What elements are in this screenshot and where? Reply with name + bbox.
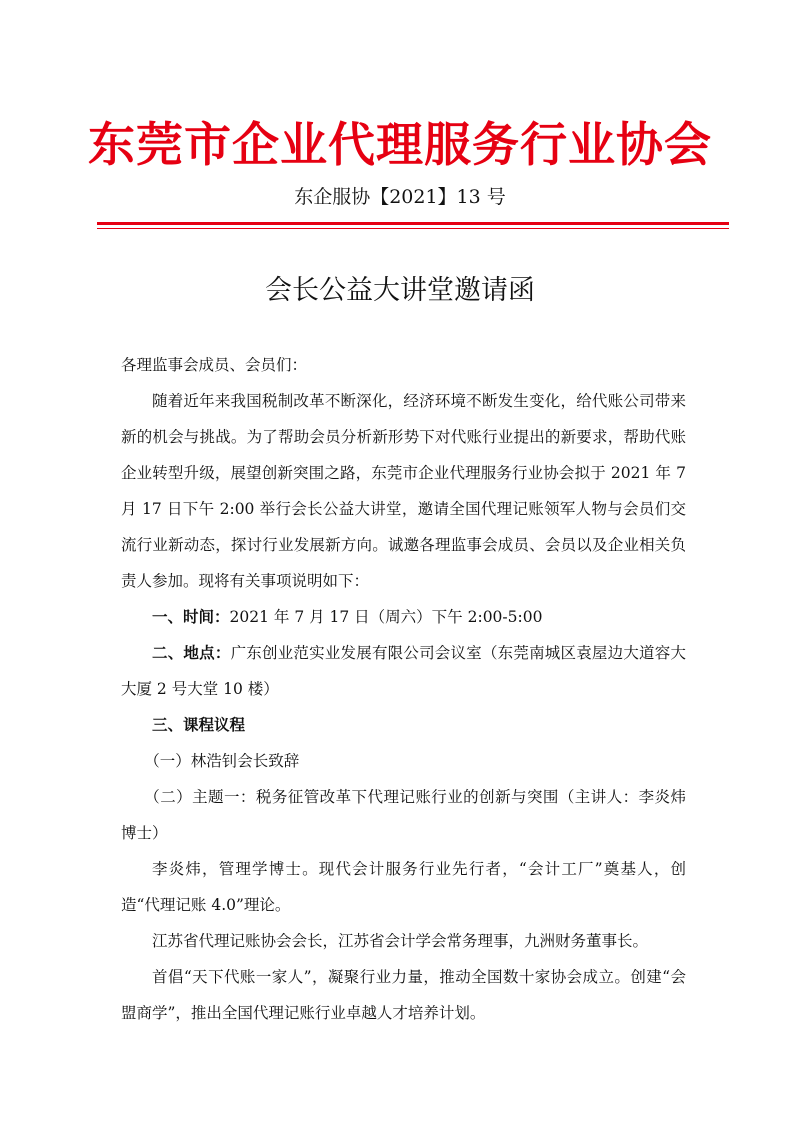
place-value: 广东创业范实业发展有限公司会议室（东莞南城区袁屋边大道容大大厦 2 号大堂 10 楼）: [121, 644, 686, 698]
speaker-bio-3: 首倡“天下代账一家人”，凝聚行业力量，推动全国数十家协会成立。创建“会盟商学”，推出全国代理记账行业卓越人才培养计划。: [121, 968, 686, 1022]
org-name-header: 东莞市企业代理服务行业协会: [88, 118, 712, 173]
document-body: [121, 347, 686, 1031]
agenda-item-1: （一）林浩钊会长致辞: [144, 752, 300, 770]
speaker-bio-2: 江苏省代理记账协会会长，江苏省会计学会常务理事，九洲财务董事长。: [152, 932, 649, 950]
time-item: [121, 599, 686, 635]
agenda-heading: 三、课程议程: [152, 715, 246, 734]
header-divider-thin: [97, 228, 729, 229]
agenda-item-2: （二）主题一：税务征管改革下代理记账行业的创新与突围（主讲人：李炎炜博士）: [121, 788, 686, 842]
speaker-bio-1: 李炎炜，管理学博士。现代会计服务行业先行者，“会计工厂”奠基人，创造“代理记账 4.0”理论。: [121, 860, 686, 914]
document-number: 东企服协【2021】13 号: [294, 186, 506, 208]
header-divider-thick: [97, 222, 729, 225]
document-title: 会长公益大讲堂邀请函: [265, 275, 535, 306]
time-label: 一、时间：: [152, 607, 230, 626]
place-item: [121, 635, 686, 707]
place-label: 二、地点：: [152, 643, 231, 662]
time-value: 2021 年 7 月 17 日（周六）下午 2:00-5:00: [229, 608, 543, 626]
intro-paragraph: 随着近年来我国税制改革不断深化，经济环境不断发生变化，给代账公司带来新的机会与挑战。为了帮助会员分析新形势下对代账行业提出的新要求，帮助代账企业转型升级，展望创新突围之路，东莞市企业代理服务行业协会拟于 2021 年 7 月 17 日下午 2:00 举行会长公益大讲堂，邀请全国代理记账领军人物与会员们交流行业新动态，探讨行业发展新方向。诚邀各理监事会成员、会员以及企业相关负责人参加。现将有关事项说明如下：: [121, 392, 686, 590]
salutation: 各理监事会成员、会员们：: [121, 356, 308, 374]
